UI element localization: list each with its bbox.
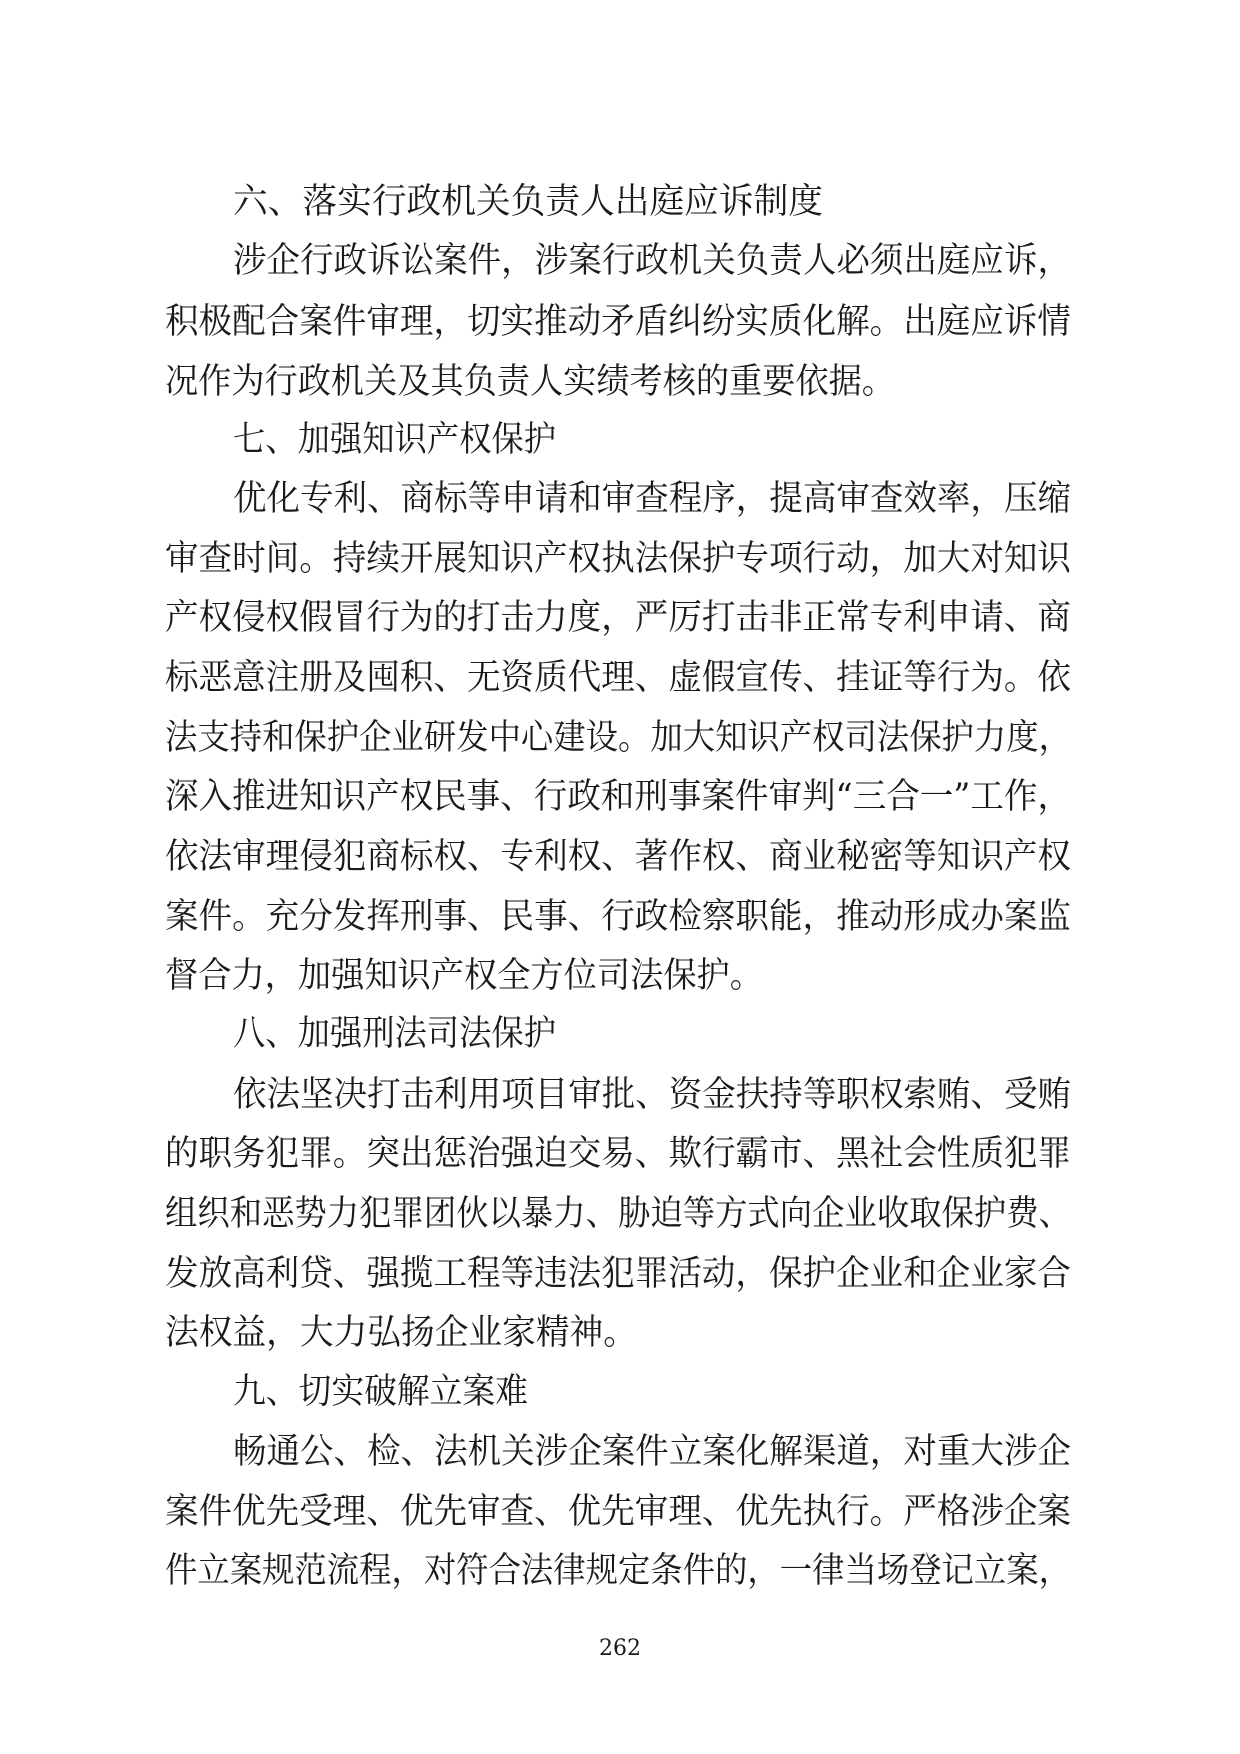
section-8-heading: 八、加强刑法司法保护 xyxy=(233,1014,556,1054)
section-6-line-3: 况作为行政机关及其负责人实绩考核的重要依据。 xyxy=(165,362,895,402)
section-7-line-4: 标恶意注册及囤积、无资质代理、虚假宣传、挂证等行为。依 xyxy=(165,658,1071,698)
section-9-line-2: 案件优先受理、优先审查、优先审理、优先执行。严格涉企案 xyxy=(165,1492,1071,1532)
section-9-heading: 九、切实破解立案难 xyxy=(233,1372,528,1412)
section-6-line-1: 涉企行政诉讼案件，涉案行政机关负责人必须出庭应诉， xyxy=(233,241,1071,281)
section-7-line-7: 依法审理侵犯商标权、专利权、著作权、商业秘密等知识产权 xyxy=(165,837,1071,877)
section-7-line-1: 优化专利、商标等申请和审查程序，提高审查效率，压缩 xyxy=(233,479,1071,519)
section-7-line-3: 产权侵权假冒行为的打击力度，严厉打击非正常专利申请、商 xyxy=(165,598,1071,638)
section-7-line-2: 审查时间。持续开展知识产权执法保护专项行动，加大对知识 xyxy=(165,539,1072,579)
section-6-heading: 六、落实行政机关负责人出庭应诉制度 xyxy=(233,182,823,222)
section-7-line-5: 法支持和保护企业研发中心建设。加大知识产权司法保护力度， xyxy=(165,718,1071,758)
section-8-line-3: 组织和恶势力犯罪团伙以暴力、胁迫等方式向企业收取保护费、 xyxy=(165,1194,1071,1234)
page-number: 262 xyxy=(599,1636,641,1661)
section-8-line-4: 发放高利贷、强揽工程等违法犯罪活动，保护企业和企业家合 xyxy=(165,1254,1071,1294)
section-9-line-1: 畅通公、检、法机关涉企案件立案化解渠道，对重大涉企 xyxy=(233,1432,1071,1472)
section-8-line-2: 的职务犯罪。突出惩治强迫交易、欺行霸市、黑社会性质犯罪 xyxy=(165,1134,1071,1174)
section-9-line-3: 件立案规范流程，对符合法律规定条件的，一律当场登记立案， xyxy=(165,1551,1071,1591)
section-8-line-5: 法权益，大力弘扬企业家精神。 xyxy=(165,1313,637,1353)
section-8-line-1: 依法坚决打击利用项目审批、资金扶持等职权索贿、受贿 xyxy=(233,1075,1071,1115)
section-7-line-9: 督合力，加强知识产权全方位司法保护。 xyxy=(165,956,763,996)
section-7-line-8: 案件。充分发挥刑事、民事、行政检察职能，推动形成办案监 xyxy=(165,897,1071,937)
section-7-heading: 七、加强知识产权保护 xyxy=(233,420,556,460)
section-6-line-2: 积极配合案件审理，切实推动矛盾纠纷实质化解。出庭应诉情 xyxy=(165,302,1071,342)
section-7-line-6: 深入推进知识产权民事、行政和刑事案件审判“三合一”工作， xyxy=(165,777,1071,817)
